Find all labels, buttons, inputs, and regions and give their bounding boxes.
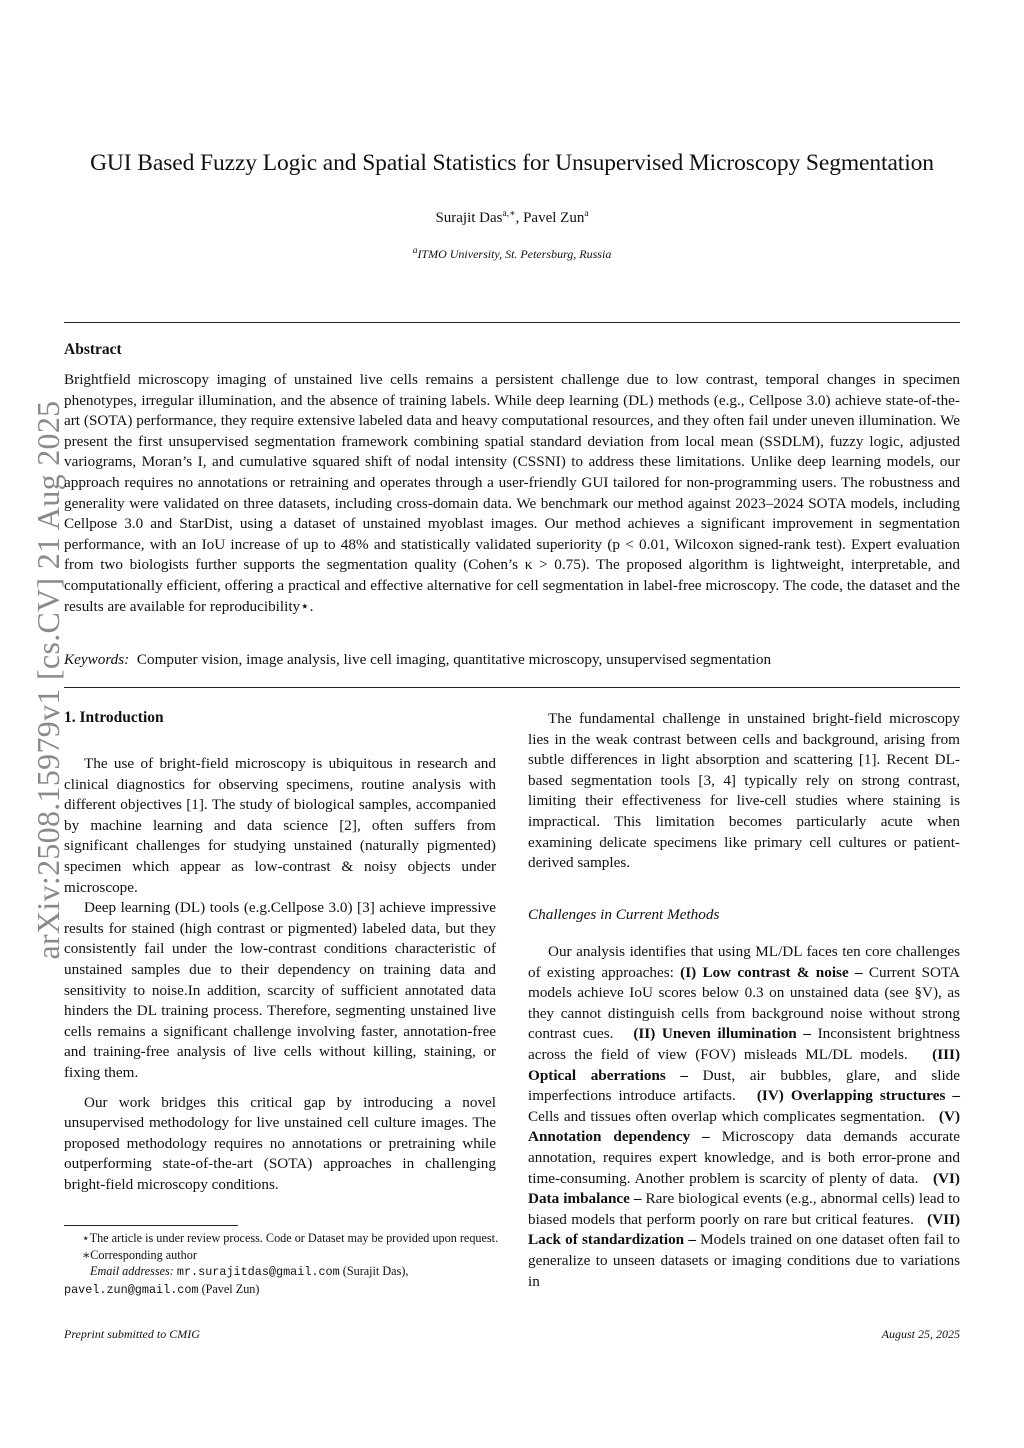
- email-2-owner: (Pavel Zun): [201, 1281, 260, 1296]
- author-2[interactable]: Pavel Zun: [523, 210, 585, 226]
- footnote-star-text: ⋆The article is under review process. Code or Dataset may be provided upon request.: [82, 1231, 499, 1245]
- challenge-3-text: Dust, air bubbles, glare, and slide imperfections introduce artifacts.: [528, 1066, 961, 1105]
- challenge-3-label: (III) Optical aberrations –: [528, 1045, 961, 1084]
- top-rule: [64, 322, 960, 323]
- footnote-email-2: [64, 1281, 500, 1299]
- footnote-rule: [64, 1225, 238, 1226]
- challenge-2-text: Inconsistent brightness across the field of view (FOV) misleads ML/DL models.: [528, 1025, 961, 1063]
- intro-paragraph-1: The use of bright-field microscopy is ubiquitous in research and clinical diagnostics for observing specimens, routine analysis with different objectives [1]. The study of biological samples, accompanied by machine learning and data science [2], often suffers from significant challenges for studying unstained (naturally pigmented) specimen which appear as low-contrast & noisy objects under microscope.: [64, 755, 496, 896]
- challenge-5-text: Microscopy data demands accurate annotation, requires expert knowledge, and is both error-prone and time-consuming. Another problem is scarcity of plenty of data.: [528, 1128, 961, 1187]
- abstract-text: Brightfield microscopy imaging of unstained live cells remains a persistent challenge due to low contrast, temporal changes in specimen phenotypes, irregular illumination, and the absence of training labels. While deep learning (DL) methods (e.g., Cellpose 3.0) achieve state-of-the-art (SOTA) performance, they require extensive labeled data and heavy computational resources, and they often fail under uneven illumination. We present the first unsupervised segmentation framework combining spatial standard deviation from local mean (SSDLM), fuzzy logic, adjusted variograms, Moran’s I, and cumulative squared shift of nodal intensity (CSSNI) to address these limitations. Unlike deep learning models, our approach requires no annotations or retraining and operates through a user-friendly GUI tailored for non-programming users. The robustness and generality were validated on three datasets, including cross-domain data. We benchmark our method against 2023–2024 SOTA models, including Cellpose 3.0 and StarDist, using a dataset of unstained myoblast images. Our method achieves a significant improvement in segmentation performance, with an IoU increase of up to 48% and statistically validated superiority (p < 0.01, Wilcoxon signed-rank test). Expert evaluation from two biologists further supports the segmentation quality (Cohen’s κ > 0.75). The proposed algorithm is lightweight, interpretable, and computationally efficient, offering a practical and effective alternative for cell segmentation in label-free microscopy. The code, the dataset and the results are available for reproducibility⋆.: [64, 371, 960, 615]
- intro-paragraph-2: Deep learning (DL) tools (e.g.Cellpose 3.0) [3] achieve impressive results for stained (high contrast or pigmented) labeled data, but they consistently fail under the low-contrast conditions characteristic of unstained samples due to their dependency on training data and sensitivity to noise.In addition, scarcity of sufficient annotated data hinders the DL training process. Therefore, segmenting unstained live cells remains a significant challenge involving faster, annotation-free and training-free analysis of live cells without killing, staining, or fixing them.: [64, 899, 496, 1081]
- author-1-marks: a,∗: [502, 209, 516, 219]
- email-link-1[interactable]: mr.surajitdas@gmail.com: [176, 1265, 340, 1279]
- author-1[interactable]: Surajit Das: [435, 210, 503, 226]
- arxiv-stamp: arXiv:2508.15979v1 [cs.CV] 21 Aug 2025: [30, 400, 66, 960]
- footnote-corresponding: ∗Corresponding author: [82, 1247, 197, 1262]
- affiliation-mark: a: [412, 246, 418, 256]
- footnote-star: [64, 1230, 500, 1247]
- email-link-2[interactable]: pavel.zun@gmail.com: [64, 1282, 199, 1297]
- right-column-top: [528, 709, 960, 874]
- challenge-4-label: (IV) Overlapping structures –: [756, 1087, 961, 1105]
- keywords-label: Keywords:: [64, 651, 130, 668]
- footnotes: [64, 1230, 500, 1298]
- paper-title: GUI Based Fuzzy Logic and Spatial Statistics for Unsupervised Microscopy Segmentation: [90, 150, 934, 176]
- subsection-heading-challenges: Challenges in Current Methods: [528, 906, 720, 923]
- challenge-4-text: Cells and tissues often overlap which complicates segmentation.: [528, 1107, 926, 1125]
- abstract-heading: Abstract: [64, 341, 122, 358]
- keywords-text: Computer vision, image analysis, live cell imaging, quantitative microscopy, unsupervised segmentation: [136, 651, 772, 668]
- keywords: [64, 651, 960, 669]
- email-1-owner: (Surajit Das),: [342, 1264, 409, 1278]
- challenge-6-text: Rare biological events (e.g., abnormal cells) lead to biased models that perform poorly on rare but critical features.: [528, 1190, 961, 1228]
- footer-preprint-note: Preprint submitted to CMIG: [64, 1327, 200, 1341]
- challenge-5-label: (V) Annotation dependency –: [528, 1107, 961, 1146]
- challenge-1-label: (I) Low contrast & noise –: [680, 963, 863, 981]
- section-heading-introduction: 1. Introduction: [64, 709, 164, 726]
- challenge-2-label: (II) Uneven illumination –: [633, 1025, 811, 1043]
- affiliation: [0, 246, 1024, 262]
- intro-paragraph-3: Our work bridges this critical gap by introducing a novel unsupervised methodology for live unstained cell culture images. The proposed methodology requires no annotations or pretraining while outperforming state-of-the-art (SOTA) approaches in challenging bright-field microscopy conditions.: [64, 1093, 496, 1193]
- left-column: [64, 754, 496, 1195]
- footer-date: August 25, 2025: [881, 1327, 960, 1341]
- challenges-paragraph: [528, 942, 960, 1292]
- keywords-rule: [64, 687, 960, 688]
- challenges-lead: Our analysis identifies that using ML/DL faces ten core challenges of existing approaches:: [528, 943, 960, 981]
- challenge-6-label: (VI) Data imbalance –: [528, 1169, 960, 1208]
- challenge-7-label: (VII) Lack of standardization –: [528, 1210, 960, 1249]
- email-label: Email addresses:: [90, 1264, 174, 1278]
- challenge-7-text: Models trained on one dataset often fail to generalize to unseen datasets or imaging conditions due to variations in: [528, 1231, 961, 1290]
- author-line: [0, 208, 1024, 227]
- affiliation-text: ITMO University, St. Petersburg, Russia: [417, 247, 612, 261]
- intro-paragraph-4: The fundamental challenge in unstained bright-field microscopy lies in the weak contrast between cells and background, arising from subtle differences in light absorption and scattering [1]. Recent DL-based segmentation tools [3, 4] typically rely on strong contrast, limiting their effectiveness for live-cell studies where staining is impractical. This limitation becomes particularly acute when examining delicate specimens like primary cell cultures or patient-derived samples.: [528, 710, 960, 872]
- author-separator: ,: [515, 210, 524, 226]
- challenge-1-text: Current SOTA models achieve IoU scores below 0.3 on unstained data (see §V), as they cannot distinguish cells from background noise without strong contrast cues.: [528, 963, 961, 1043]
- footnote-emails: [64, 1263, 500, 1281]
- author-2-marks: a: [584, 209, 589, 219]
- challenges-text: [528, 942, 960, 1292]
